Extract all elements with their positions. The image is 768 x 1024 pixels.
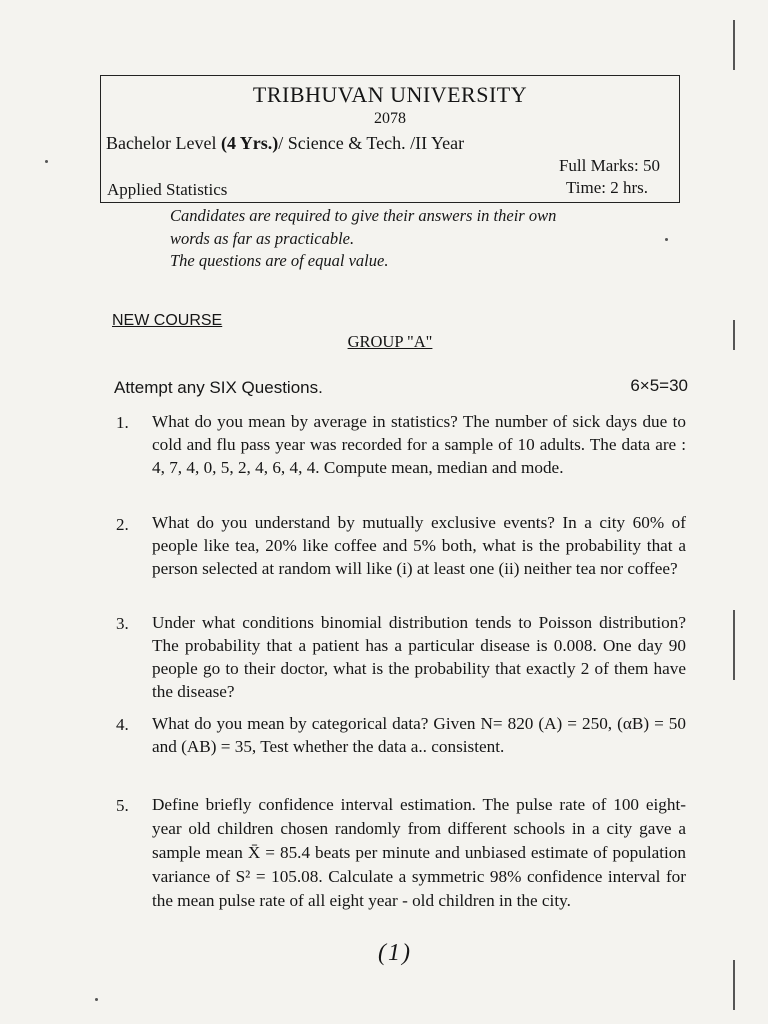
level-years: (4 Yrs.) <box>220 133 279 153</box>
marks-distribution: 6×5=30 <box>630 376 688 395</box>
scan-speck <box>95 998 98 1001</box>
question-number: 3. <box>116 614 129 633</box>
question-number: 1. <box>116 413 129 432</box>
subject-name: Applied Statistics <box>107 180 228 199</box>
header-rule <box>100 202 680 203</box>
full-marks: Full Marks: 50 <box>558 156 660 175</box>
scan-edge-line <box>733 610 735 680</box>
program-level <box>106 133 464 154</box>
exam-year: 2078 <box>374 110 406 127</box>
scan-edge-line <box>733 320 735 350</box>
university-name: TRIBHUVAN UNIVERSITY <box>252 82 528 107</box>
question-text: What do you mean by categorical data? Given N= 820 (A) = 250, (αB) = 50 and (AB) = 35, Test whether the data a.. consistent. <box>152 714 686 756</box>
question-number: 4. <box>116 715 129 734</box>
level-suffix: / Science & Tech. /II Year <box>278 133 465 153</box>
question-text: What do you mean by average in statistics? The number of sick days due to cold and flu pass year was recorded for a sample of 10 adults. The data are : 4, 7, 4, 0, 5, 2, 4, 6, 4, 4. Compute mean, median and mode. <box>152 412 686 477</box>
question-text: What do you understand by mutually exclusive events? In a city 60% of people like tea, 20% like coffee and 5% both, what is the probability that a person selected at random will like (i) at least one (ii) neither tea nor coffee? <box>152 513 686 578</box>
course-label: NEW COURSE <box>112 312 223 329</box>
scan-edge-line <box>733 20 735 70</box>
question-number: 2. <box>116 515 129 534</box>
instruction-line: Candidates are required to give their answers in their own <box>170 206 557 225</box>
instruction-line: words as far as practicable. <box>170 229 355 248</box>
level-prefix: Bachelor Level <box>106 133 221 153</box>
page-number: (1) <box>378 940 412 966</box>
attempt-instruction: Attempt any SIX Questions. <box>114 378 323 397</box>
instruction-line: The questions are of equal value. <box>170 251 389 270</box>
exam-time: Time: 2 hrs. <box>565 178 648 197</box>
scan-edge-line <box>733 960 735 1010</box>
question-text: Under what conditions binomial distribution tends to Poisson distribution? The probability that a patient has a particular disease is 0.008. One day 90 people go to their doctor, what is the probability that exactly 2 of them have the disease? <box>152 613 686 701</box>
scan-speck <box>665 238 668 241</box>
question-number: 5. <box>116 796 129 815</box>
group-heading: GROUP "A" <box>347 332 433 351</box>
question-text: Define briefly confidence interval estimation. The pulse rate of 100 eight-year old children chosen randomly from different schools in a city gave a sample mean X̄ = 85.4 beats per minute and unbiased estimate of population variance of S² = 105.08. Calculate a symmetric 98% confidence interval for the mean pulse rate of all eight year - old children in the city. <box>152 795 686 910</box>
scan-speck <box>45 160 48 163</box>
